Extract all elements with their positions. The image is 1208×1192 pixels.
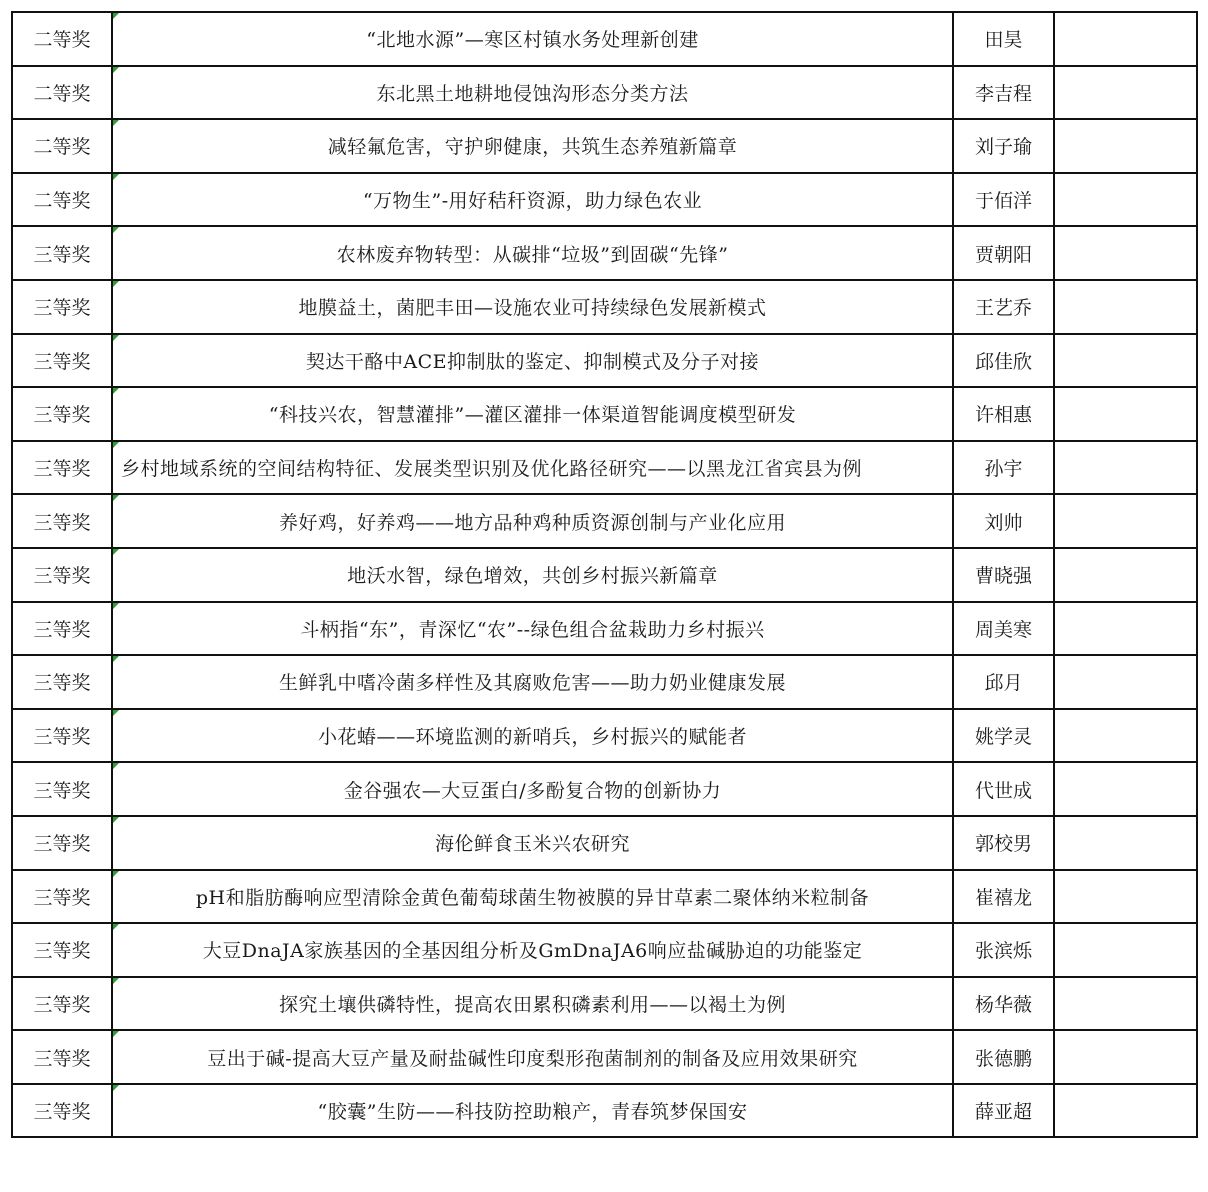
table-row [12, 494, 1197, 548]
project-title-text: 契达干酪中ACE抑制肽的鉴定、抑制模式及分子对接 [305, 350, 760, 373]
empty-cell[interactable] [1054, 1084, 1197, 1138]
table-row [12, 1030, 1197, 1084]
note-indicator-icon [113, 763, 119, 769]
project-title-text: pH和脂肪酶响应型清除金黄色葡萄球菌生物被膜的异甘草素二聚体纳米粒制备 [195, 886, 870, 909]
empty-cell[interactable] [1054, 548, 1197, 602]
participant-name-cell[interactable]: 张滨烁 [953, 923, 1054, 977]
award-level-cell[interactable]: 三等奖 [12, 494, 112, 548]
project-title-cell[interactable] [112, 923, 953, 977]
table-row [12, 119, 1197, 173]
project-title-text: “万物生”-用好秸秆资源，助力绿色农业 [362, 190, 703, 213]
project-title-text: 金谷强农—大豆蛋白/多酚复合物的创新协力 [343, 779, 722, 802]
project-title-text: 减轻氟危害，守护卵健康，共筑生态养殖新篇章 [327, 136, 738, 159]
table-row [12, 173, 1197, 227]
project-title-cell[interactable] [112, 655, 953, 709]
participant-name-cell[interactable]: 李吉程 [953, 66, 1054, 120]
empty-cell[interactable] [1054, 923, 1197, 977]
note-indicator-icon [113, 495, 119, 501]
note-indicator-icon [113, 603, 119, 609]
project-title-cell[interactable] [112, 816, 953, 870]
award-level-cell[interactable]: 三等奖 [12, 870, 112, 924]
participant-name-cell[interactable]: 田昊 [953, 12, 1054, 66]
table-row [12, 655, 1197, 709]
award-level-cell[interactable]: 三等奖 [12, 387, 112, 441]
table-row [12, 977, 1197, 1031]
empty-cell[interactable] [1054, 334, 1197, 388]
participant-name-cell[interactable]: 贾朝阳 [953, 226, 1054, 280]
project-title-text: “胶囊”生防——科技防控助粮产，青春筑梦保国安 [317, 1101, 748, 1124]
project-title-text: 小花蝽——环境监测的新哨兵，乡村振兴的赋能者 [317, 726, 747, 749]
participant-name-cell[interactable]: 姚学灵 [953, 709, 1054, 763]
participant-name-cell[interactable]: 郭校男 [953, 816, 1054, 870]
empty-cell[interactable] [1054, 1030, 1197, 1084]
award-level-cell[interactable]: 二等奖 [12, 119, 112, 173]
project-title-cell[interactable] [112, 173, 953, 227]
award-level-cell[interactable]: 三等奖 [12, 762, 112, 816]
note-indicator-icon [113, 388, 119, 394]
project-title-text: 豆出于碱-提高大豆产量及耐盐碱性印度梨形孢菌制剂的制备及应用效果研究 [207, 1047, 858, 1070]
project-title-text: 农林废弃物转型：从碳排“垃圾”到固碳“先锋” [336, 243, 729, 266]
participant-name-cell[interactable]: 杨华薇 [953, 977, 1054, 1031]
note-indicator-icon [113, 13, 119, 19]
participant-name-cell[interactable]: 崔禧龙 [953, 870, 1054, 924]
empty-cell[interactable] [1054, 977, 1197, 1031]
table-row [12, 602, 1197, 656]
award-level-cell[interactable]: 三等奖 [12, 923, 112, 977]
note-indicator-icon [113, 978, 119, 984]
participant-name-cell[interactable]: 周美寒 [953, 602, 1054, 656]
participant-name-cell[interactable]: 张德鹏 [953, 1030, 1054, 1084]
empty-cell[interactable] [1054, 66, 1197, 120]
project-title-cell[interactable] [112, 280, 953, 334]
project-title-text: 地膜益土，菌肥丰田—设施农业可持续绿色发展新模式 [298, 297, 767, 320]
award-level-cell[interactable]: 三等奖 [12, 977, 112, 1031]
note-indicator-icon [113, 924, 119, 930]
note-indicator-icon [113, 120, 119, 126]
project-title-text: 大豆DnaJA家族基因的全基因组分析及GmDnaJA6响应盐碱胁迫的功能鉴定 [202, 940, 863, 963]
project-title-cell[interactable] [112, 119, 953, 173]
project-title-cell[interactable] [112, 226, 953, 280]
project-title-text: “北地水源”—寒区村镇水务处理新创建 [366, 29, 699, 52]
award-level-cell[interactable]: 三等奖 [12, 1030, 112, 1084]
award-level-cell[interactable]: 三等奖 [12, 602, 112, 656]
table-row [12, 66, 1197, 120]
note-indicator-icon [113, 871, 119, 877]
table-row [12, 816, 1197, 870]
participant-name-cell[interactable]: 刘帅 [953, 494, 1054, 548]
project-title-cell[interactable] [112, 1084, 953, 1138]
note-indicator-icon [113, 710, 119, 716]
empty-cell[interactable] [1054, 762, 1197, 816]
award-level-cell[interactable]: 三等奖 [12, 334, 112, 388]
participant-name-cell[interactable]: 许相惠 [953, 387, 1054, 441]
empty-cell[interactable] [1054, 119, 1197, 173]
table-row [12, 387, 1197, 441]
award-level-cell[interactable]: 三等奖 [12, 441, 112, 495]
note-indicator-icon [113, 817, 119, 823]
note-indicator-icon [113, 227, 119, 233]
table-row [12, 709, 1197, 763]
table-row [12, 870, 1197, 924]
project-title-cell[interactable] [112, 602, 953, 656]
table-row [12, 1084, 1197, 1138]
award-level-cell[interactable]: 二等奖 [12, 12, 112, 66]
participant-name-cell[interactable]: 刘子瑜 [953, 119, 1054, 173]
award-level-cell[interactable]: 三等奖 [12, 548, 112, 602]
table-row [12, 548, 1197, 602]
note-indicator-icon [113, 174, 119, 180]
award-level-cell[interactable]: 二等奖 [12, 173, 112, 227]
award-level-cell[interactable]: 三等奖 [12, 1084, 112, 1138]
participant-name-cell[interactable]: 薛亚超 [953, 1084, 1054, 1138]
empty-cell[interactable] [1054, 387, 1197, 441]
project-title-cell[interactable] [112, 387, 953, 441]
awards-table [11, 11, 1198, 1138]
project-title-cell[interactable] [112, 441, 953, 495]
project-title-text: 生鲜乳中嗜冷菌多样性及其腐败危害——助力奶业健康发展 [278, 672, 786, 695]
table-row [12, 923, 1197, 977]
project-title-cell[interactable] [112, 1030, 953, 1084]
project-title-cell[interactable] [112, 709, 953, 763]
table-row [12, 762, 1197, 816]
note-indicator-icon [113, 335, 119, 341]
project-title-text: 养好鸡，好养鸡——地方品种鸡种质资源创制与产业化应用 [278, 511, 786, 534]
empty-cell[interactable] [1054, 816, 1197, 870]
project-title-text: 乡村地域系统的空间结构特征、发展类型识别及优化路径研究——以黑龙江省宾县为例 [121, 458, 863, 481]
empty-cell[interactable] [1054, 441, 1197, 495]
project-title-text: 海伦鲜食玉米兴农研究 [434, 833, 630, 856]
project-title-cell[interactable] [112, 334, 953, 388]
table-row [12, 441, 1197, 495]
project-title-text: 斗柄指“东”，青深忆“农”--绿色组合盆栽助力乡村振兴 [300, 618, 765, 641]
award-level-cell[interactable]: 三等奖 [12, 280, 112, 334]
note-indicator-icon [113, 549, 119, 555]
project-title-cell[interactable] [112, 548, 953, 602]
project-title-cell[interactable] [112, 494, 953, 548]
award-level-cell[interactable]: 三等奖 [12, 655, 112, 709]
empty-cell[interactable] [1054, 602, 1197, 656]
participant-name-cell[interactable]: 王艺乔 [953, 280, 1054, 334]
empty-cell[interactable] [1054, 226, 1197, 280]
table-row [12, 12, 1197, 66]
project-title-text: 地沃水智，绿色增效，共创乡村振兴新篇章 [347, 565, 718, 588]
note-indicator-icon [113, 1031, 119, 1037]
empty-cell[interactable] [1054, 655, 1197, 709]
participant-name-cell[interactable]: 于佰洋 [953, 173, 1054, 227]
project-title-cell[interactable] [112, 870, 953, 924]
project-title-cell[interactable] [112, 762, 953, 816]
empty-cell[interactable] [1054, 12, 1197, 66]
empty-cell[interactable] [1054, 494, 1197, 548]
award-level-cell[interactable]: 三等奖 [12, 816, 112, 870]
award-level-cell[interactable]: 三等奖 [12, 709, 112, 763]
participant-name-cell[interactable]: 曹晓强 [953, 548, 1054, 602]
note-indicator-icon [113, 67, 119, 73]
project-title-text: 东北黑土地耕地侵蚀沟形态分类方法 [376, 82, 689, 105]
project-title-cell[interactable] [112, 977, 953, 1031]
table-row [12, 226, 1197, 280]
empty-cell[interactable] [1054, 709, 1197, 763]
note-indicator-icon [113, 442, 119, 448]
project-title-text: 探究土壤供磷特性，提高农田累积磷素利用——以褐土为例 [278, 993, 786, 1016]
participant-name-cell[interactable]: 邱佳欣 [953, 334, 1054, 388]
awards-table-body [12, 12, 1197, 1137]
table-row [12, 334, 1197, 388]
participant-name-cell[interactable]: 孙宇 [953, 441, 1054, 495]
note-indicator-icon [113, 1085, 119, 1091]
note-indicator-icon [113, 656, 119, 662]
participant-name-cell[interactable]: 代世成 [953, 762, 1054, 816]
participant-name-cell[interactable]: 邱月 [953, 655, 1054, 709]
note-indicator-icon [113, 281, 119, 287]
project-title-cell[interactable] [112, 12, 953, 66]
empty-cell[interactable] [1054, 280, 1197, 334]
table-row [12, 280, 1197, 334]
empty-cell[interactable] [1054, 173, 1197, 227]
project-title-text: “科技兴农，智慧灌排”—灌区灌排一体渠道智能调度模型研发 [268, 404, 797, 427]
project-title-cell[interactable] [112, 66, 953, 120]
empty-cell[interactable] [1054, 870, 1197, 924]
award-level-cell[interactable]: 二等奖 [12, 66, 112, 120]
award-level-cell[interactable]: 三等奖 [12, 226, 112, 280]
